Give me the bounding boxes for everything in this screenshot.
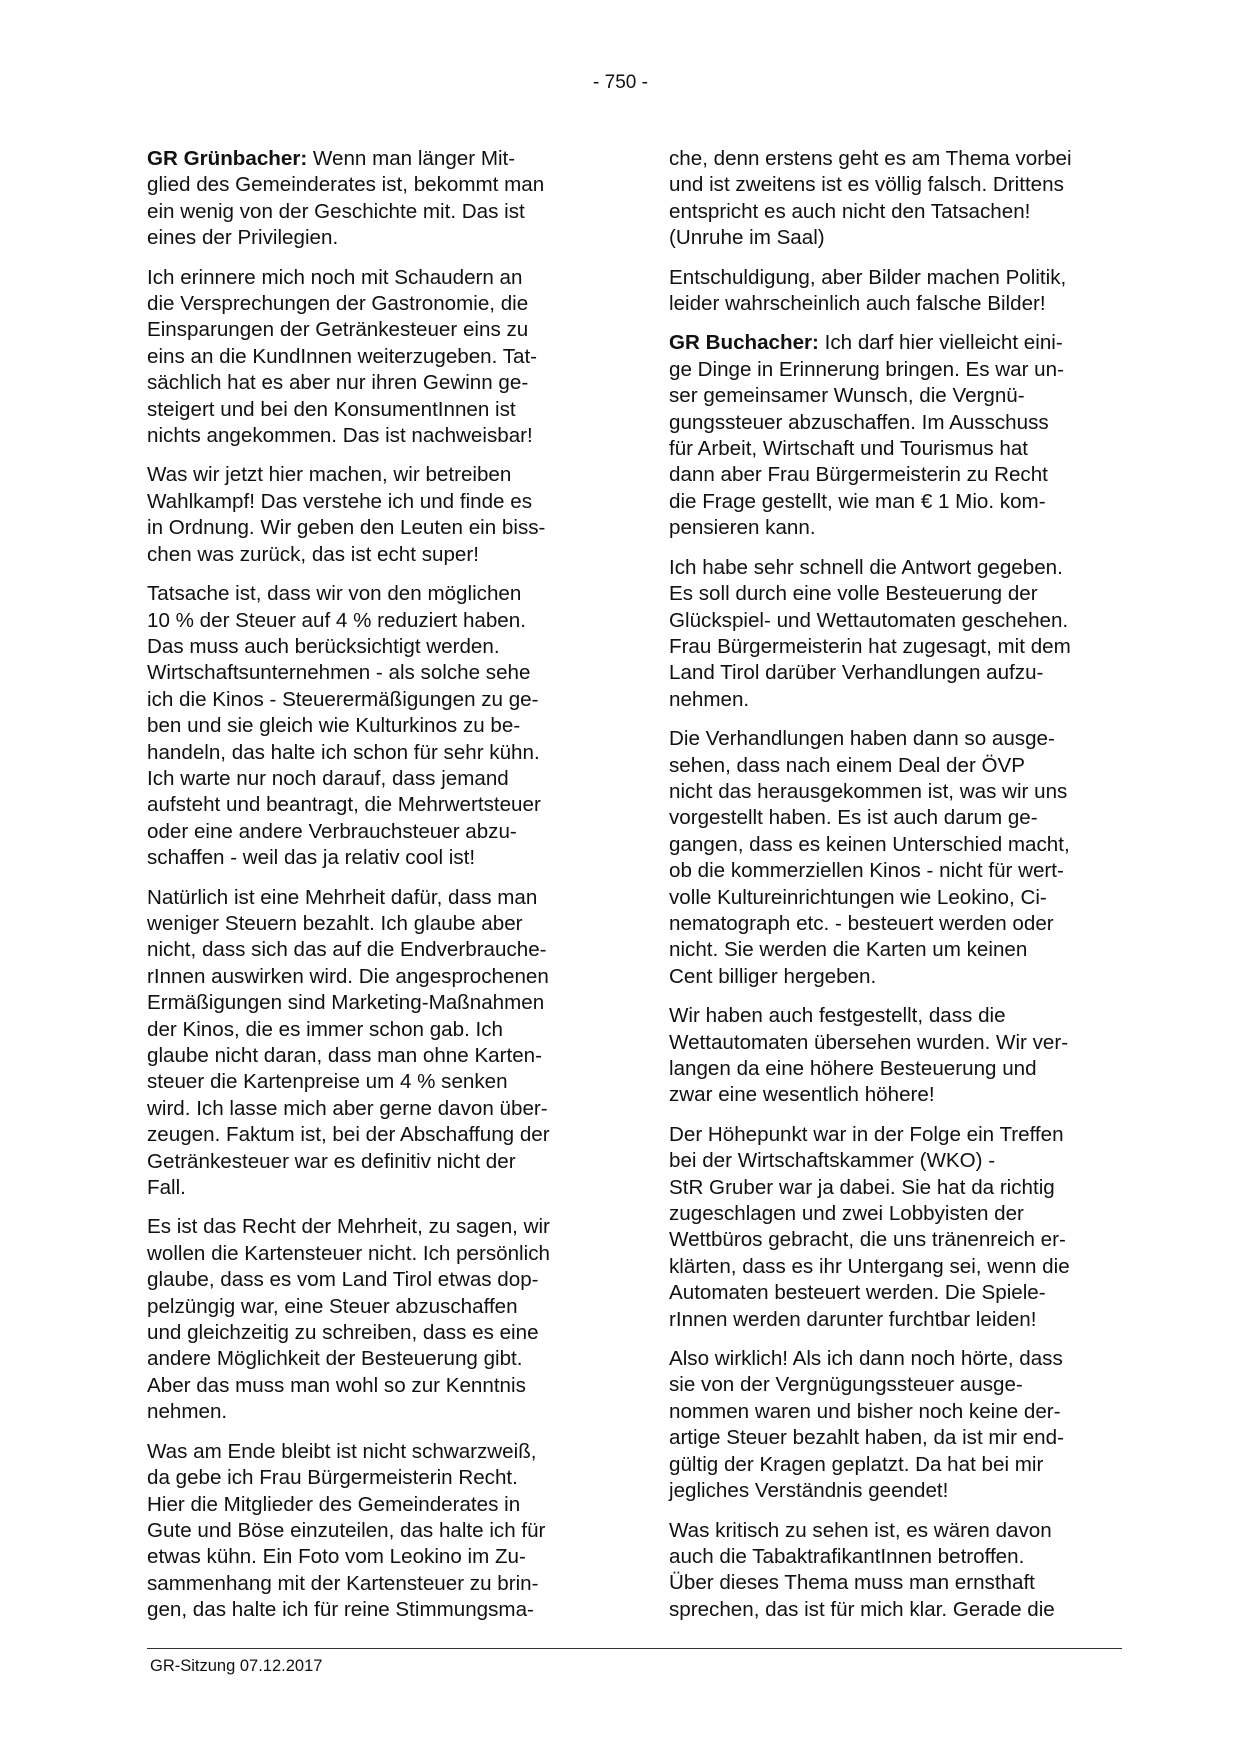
text-line: 10 % der Steuer auf 4 % reduziert haben. [147,608,526,632]
paragraph [147,462,597,568]
text-line: ben und sie gleich wie Kulturkinos zu be- [147,714,521,738]
text-line: vorgestellt haben. Es ist auch darum ge- [669,806,1038,830]
text-line: gültig der Kragen geplatzt. Da hat bei mir [669,1452,1044,1476]
text-line: Die Verhandlungen haben dann so ausge- [669,727,1055,751]
text-line: rInnen werden darunter furchtbar leiden! [669,1307,1037,1331]
paragraph [147,265,597,450]
text-line: Ich darf hier vielleicht eini- [818,331,1063,355]
text-line: ge Dinge in Erinnerung bringen. Es war un- [669,357,1064,381]
text-line: eins an die KundInnen weiterzugeben. Tat- [147,344,538,368]
text-line: Wirtschaftsunternehmen - als solche sehe [147,661,531,685]
text-line: aufsteht und beantragt, die Mehrwertsteuer [147,793,541,817]
text-line: nicht. Sie werden die Karten um keinen [669,938,1028,962]
text-line: die Versprechungen der Gastronomie, die [147,292,529,316]
paragraph [669,1003,1131,1109]
text-line: leider wahrscheinlich auch falsche Bilder! [669,292,1046,316]
paragraph [147,581,597,871]
text-line: Land Tirol darüber Verhandlungen aufzu- [669,661,1044,685]
text-line: rInnen auswirken wird. Die angesprochenen [147,964,549,988]
text-line: wird. Ich lasse mich aber gerne davon über- [147,1096,548,1120]
paragraph [669,330,1131,541]
text-line: Tatsache ist, dass wir von den möglichen [147,582,522,606]
text-line: nichts angekommen. Das ist nachweisbar! [147,424,533,448]
text-line: ob die kommerziellen Kinos - nicht für wert- [669,859,1064,883]
text-line: ser gemeinsamer Wunsch, die Vergnü- [669,384,1025,408]
text-line: nematograph etc. - besteuert werden oder [669,911,1054,935]
paragraph [669,1346,1131,1504]
text-line: eines der Privilegien. [147,226,339,250]
text-line: glaube nicht daran, dass man ohne Karten- [147,1044,542,1067]
text-line: Cent billiger hergeben. [669,964,877,988]
text-line: volle Kultureinrichtungen wie Leokino, Ci- [669,885,1047,909]
text-line: gen, das halte ich für reine Stimmungsma- [147,1598,534,1622]
text-line: ein wenig von der Geschichte mit. Das ist [147,199,525,223]
paragraph [147,146,597,252]
paragraph [147,1214,597,1425]
text-line: Ich habe sehr schnell die Antwort gegeben. [669,555,1063,579]
text-line: der Kinos, die es immer schon gab. Ich [147,1017,503,1041]
text-line: Wettautomaten übersehen wurden. Wir ver- [669,1030,1069,1054]
text-line: nehmen. [669,687,750,711]
text-line: (Unruhe im Saal) [669,226,825,250]
paragraph [669,265,1131,318]
paragraph [669,726,1131,990]
text-line: zeugen. Faktum ist, bei der Abschaffung der [147,1123,550,1147]
text-line: nehmen. [147,1400,228,1424]
text-line: Über dieses Thema muss man ernsthaft [669,1571,1035,1595]
text-line: chen was zurück, das ist echt super! [147,542,479,566]
text-line: che, denn erstens geht es am Thema vorbei [669,147,1072,170]
text-line: Es ist das Recht der Mehrheit, zu sagen, wir [147,1215,550,1239]
text-line: entspricht es auch nicht den Tatsachen! [669,199,1031,223]
text-line: nommen waren und bisher noch keine der- [669,1399,1061,1423]
text-line: jegliches Verständnis geendet! [669,1479,949,1503]
text-line: Entschuldigung, aber Bilder machen Politik, [669,265,1067,289]
text-line: Was kritisch zu sehen ist, es wären davon [669,1518,1052,1542]
text-line: steuer die Kartenpreise um 4 % senken [147,1070,508,1094]
text-line: nicht das herausgekommen ist, was wir uns [669,779,1068,803]
text-line: Hier die Mitglieder des Gemeinderates in [147,1492,521,1516]
text-line: zugeschlagen und zwei Lobbyisten der [669,1202,1024,1226]
text-line: sächlich hat es aber nur ihren Gewinn ge- [147,371,529,395]
text-line: Es soll durch eine volle Besteuerung der [669,582,1038,606]
text-line: und ist zweitens ist es völlig falsch. Drittens [669,173,1064,197]
text-line: Fall. [147,1176,186,1200]
paragraph [669,1122,1131,1333]
text-line: wollen die Kartensteuer nicht. Ich persönlich [147,1241,550,1265]
text-line: Der Höhepunkt war in der Folge ein Treffen [669,1122,1064,1146]
text-line: glied des Gemeinderates ist, bekommt man [147,173,545,197]
text-line: auch die TabaktrafikantInnen betroffen. [669,1544,1025,1568]
text-line: pelzüngig war, eine Steuer abzuschaffen [147,1294,518,1318]
text-line: Was am Ende bleibt ist nicht schwarzweiß, [147,1439,537,1463]
text-line: Natürlich ist eine Mehrheit dafür, dass man [147,885,538,909]
paragraph [669,146,1131,252]
paragraph [147,885,597,1202]
text-line: oder eine andere Verbrauchsteuer abzu- [147,819,517,843]
text-line: und gleichzeitig zu schreiben, dass es eine [147,1321,539,1345]
text-line: Was wir jetzt hier machen, wir betreiben [147,463,512,487]
page-number: - 750 - [593,72,648,93]
left-column [147,146,597,1637]
paragraph [669,555,1131,713]
text-line: sehen, dass nach einem Deal der ÖVP [669,753,1026,777]
text-line: Ich erinnere mich noch mit Schaudern an [147,265,523,289]
text-line: pensieren kann. [669,516,816,540]
text-line: steigert und bei den KonsumentInnen ist [147,397,516,421]
text-line: Wenn man länger Mit- [307,147,516,170]
text-line: Aber das muss man wohl so zur Kenntnis [147,1373,526,1397]
text-line: Ermäßigungen sind Marketing-Maßnahmen [147,991,545,1015]
text-line: dann aber Frau Bürgermeisterin zu Recht [669,463,1048,487]
text-line: bei der Wirtschaftskammer (WKO) - [669,1149,996,1173]
text-line: sprechen, das ist für mich klar. Gerade die [669,1597,1055,1621]
text-line: Einsparungen der Getränkesteuer eins zu [147,318,529,342]
footer-session-date: GR-Sitzung 07.12.2017 [150,1657,323,1675]
text-line: weniger Steuern bezahlt. Ich glaube aber [147,911,523,935]
text-line: klärten, dass es ihr Untergang sei, wenn die [669,1254,1070,1278]
right-column [669,146,1131,1636]
text-line: Gute und Böse einzuteilen, das halte ich für [147,1518,546,1542]
text-line: Also wirklich! Als ich dann noch hörte, dass [669,1347,1063,1371]
text-line: Automaten besteuert werden. Die Spiele- [669,1281,1046,1305]
text-line: schaffen - weil das ja relativ cool ist! [147,846,476,870]
text-line: Wahlkampf! Das verstehe ich und finde es [147,489,532,513]
text-line: ich die Kinos - Steuerermäßigungen zu ge- [147,687,539,711]
text-line: die Frage gestellt, wie man € 1 Mio. kom- [669,489,1046,513]
paragraph [147,1439,597,1624]
text-line: sammenhang mit der Kartensteuer zu brin- [147,1571,539,1595]
text-line: sie von der Vergnügungssteuer ausge- [669,1373,1023,1397]
speaker-name: GR Buchacher: [669,331,819,355]
text-line: Glückspiel- und Wettautomaten geschehen. [669,608,1069,632]
text-line: langen da eine höhere Besteuerung und [669,1057,1037,1080]
speaker-name: GR Grünbacher: [147,147,308,170]
text-line: Das muss auch berücksichtigt werden. [147,634,500,658]
text-line: da gebe ich Frau Bürgermeisterin Recht. [147,1466,518,1490]
text-line: gangen, dass es keinen Unterschied macht, [669,832,1070,856]
text-line: zwar eine wesentlich höhere! [669,1083,935,1107]
text-line: Wettbüros gebracht, die uns tränenreich er- [669,1228,1066,1252]
paragraph [669,1518,1131,1624]
text-line: Wir haben auch festgestellt, dass die [669,1004,1006,1028]
text-line: gungssteuer abzuschaffen. Im Ausschuss [669,410,1049,434]
text-line: glaube, dass es vom Land Tirol etwas dop- [147,1268,539,1292]
text-line: artige Steuer bezahlt haben, da ist mir end- [669,1426,1064,1450]
text-line: etwas kühn. Ein Foto vom Leokino im Zu- [147,1545,526,1569]
footer-divider [147,1648,1122,1649]
text-line: handeln, das halte ich schon für sehr kühn. [147,740,540,764]
text-line: in Ordnung. Wir geben den Leuten ein biss- [147,516,546,540]
text-line: andere Möglichkeit der Besteuerung gibt. [147,1347,523,1371]
text-line: Frau Bürgermeisterin hat zugesagt, mit dem [669,634,1071,658]
text-line: StR Gruber war ja dabei. Sie hat da richtig [669,1175,1055,1199]
text-line: für Arbeit, Wirtschaft und Tourismus hat [669,437,1029,461]
text-line: nicht, dass sich das auf die Endverbrauche- [147,938,547,962]
text-line: Ich warte nur noch darauf, dass jemand [147,766,509,790]
text-line: Getränkesteuer war es definitiv nicht der [147,1149,516,1173]
